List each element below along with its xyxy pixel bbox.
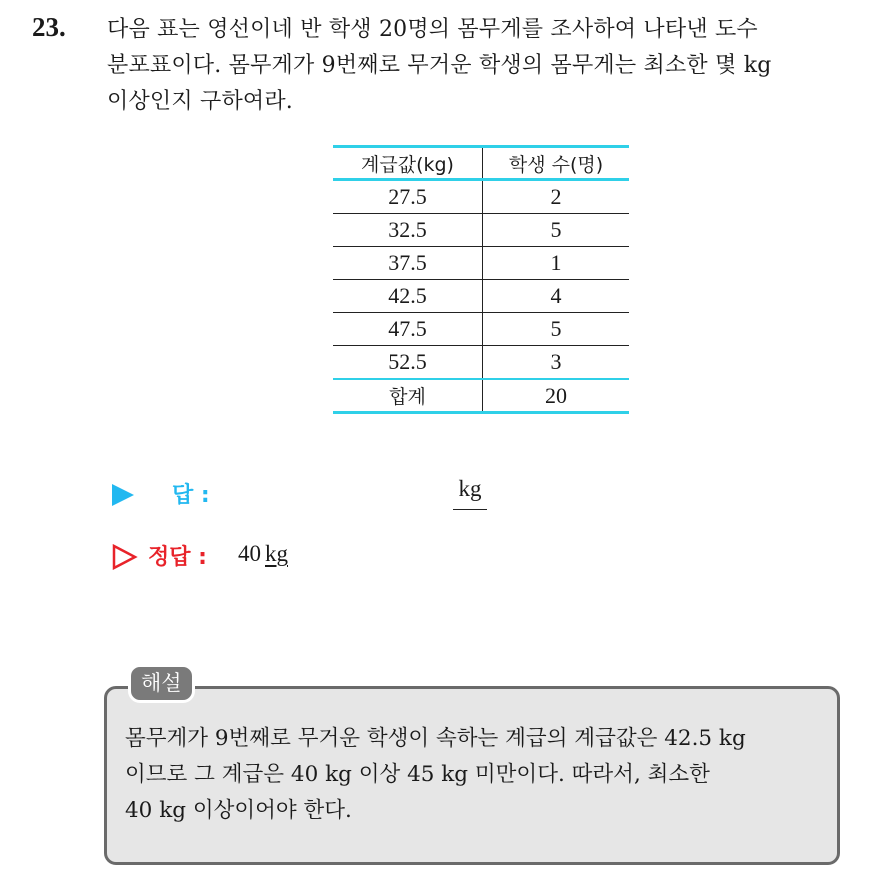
- count-cell: 3: [483, 346, 630, 380]
- count-cell: 5: [483, 313, 630, 346]
- table-row: [333, 214, 629, 247]
- class-value-cell: 52.5: [333, 346, 483, 380]
- explanation-text: [125, 721, 825, 829]
- outline-triangle-icon: [112, 544, 138, 570]
- question-line: 분포표이다. 몸무게가 9번째로 무거운 학생의 몸무게는 최소한 몇 kg: [107, 53, 772, 78]
- solution-unit: kg: [265, 541, 288, 566]
- class-value-cell: 42.5: [333, 280, 483, 313]
- explanation-line: 몸무게가 9번째로 무거운 학생이 속하는 계급의 계급값은 42.5 kg: [125, 726, 746, 751]
- explanation-tag: 해설: [128, 664, 195, 703]
- answer-label: 답 :: [172, 483, 210, 508]
- frequency-table: [333, 145, 629, 414]
- table-header-row: [333, 147, 629, 180]
- count-cell: 2: [483, 180, 630, 214]
- solution-value: [238, 541, 288, 567]
- table-row: [333, 280, 629, 313]
- table-total-row: [333, 379, 629, 413]
- answer-blank[interactable]: kg: [453, 476, 487, 510]
- class-value-cell: 27.5: [333, 180, 483, 214]
- explanation-line: 이므로 그 계급은 40 kg 이상 45 kg 미만이다. 따라서, 최소한: [125, 762, 710, 787]
- table-row: [333, 313, 629, 346]
- class-value-cell: 47.5: [333, 313, 483, 346]
- table-row: [333, 180, 629, 214]
- solution-number: 40: [238, 541, 261, 566]
- total-count-cell: 20: [483, 379, 630, 413]
- class-value-cell: 32.5: [333, 214, 483, 247]
- count-cell: 1: [483, 247, 630, 280]
- question-line: 이상인지 구하여라.: [107, 89, 294, 114]
- count-cell: 4: [483, 280, 630, 313]
- table-row: [333, 247, 629, 280]
- solution-label: 정답 :: [148, 545, 207, 570]
- class-value-cell: 37.5: [333, 247, 483, 280]
- header-student-count: 학생 수(명): [483, 147, 630, 180]
- table-row: [333, 346, 629, 380]
- question-line: 다음 표는 영선이네 반 학생 20명의 몸무게를 조사하여 나타낸 도수: [107, 17, 758, 42]
- question-text: [107, 12, 867, 120]
- count-cell: 5: [483, 214, 630, 247]
- explanation-line: 40 kg 이상이어야 한다.: [125, 798, 352, 823]
- header-class-value: 계급값(kg): [333, 147, 483, 180]
- question-number: 23.: [32, 12, 66, 42]
- play-triangle-icon: [112, 484, 134, 506]
- total-label-cell: 합계: [333, 379, 483, 413]
